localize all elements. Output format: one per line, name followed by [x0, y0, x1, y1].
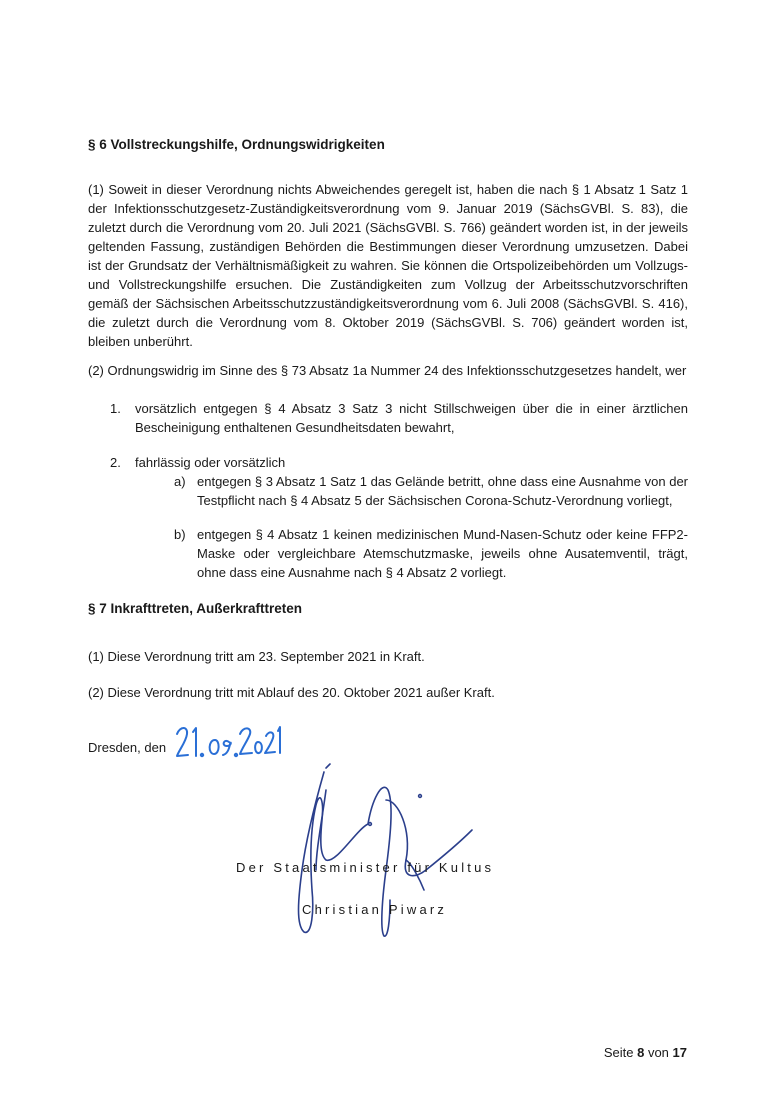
signatory-name: Christian Piwarz	[302, 902, 448, 917]
section-6-paragraph-2-intro: (2) Ordnungswidrig im Sinne des § 73 Absatz 1a Nummer 24 des Infektionsschutzgesetzes handelt, wer	[88, 363, 687, 378]
section-6-paragraph-1: (1) Soweit in dieser Verordnung nichts Abweichendes geregelt ist, haben die nach § 1 Absatz 1 Satz 1 der Infektionsschutzgesetz-Zuständigkeitsverordnung vom 9. Januar 2019 (SächsGVBl. S. 83), die zuletzt durch die Verordnung vom 20. Juli 2021 (SächsGVBl. S. 766) geändert worden ist, in der jeweils geltenden Fassung, zuständigen Behörden die Bestimmungen dieser Verordnung umzusetzen. Dabei ist der Grundsatz der Verhältnismäßigkeit zu wahren. Sie können die Ortspolizeibehörden um Vollzugs- und Vollstreckungshilfe ersuchen. Die Zuständigkeiten zum Vollzug der Arbeitsschutzvorschriften gemäß der Sächsischen Arbeitsschutzzuständigkeitsverordnung vom 6. Juli 2008 (SächsGVBl. S. 416), die zuletzt durch die Verordnung vom 8. Oktober 2019 (SächsGVBl. S. 706) geändert worden ist, bleiben unberührt.	[88, 182, 688, 349]
footer-prefix: Seite	[603, 1045, 634, 1060]
handwritten-date	[174, 722, 284, 762]
signatory-title: Der Staatsminister für Kultus	[236, 860, 495, 875]
signature-place-label: Dresden, den	[88, 740, 167, 755]
list-item-2-text: fahrlässig oder vorsätzlich	[135, 455, 286, 470]
list-item-1-number: 1.	[110, 401, 121, 416]
list-item-2-number: 2.	[110, 455, 121, 470]
list-item-1-text: vorsätzlich entgegen § 4 Absatz 3 Satz 3 nicht Stillschweigen über die in einer ärztlichen Bescheinigung enthaltenen Gesundheitsdaten bewahrt,	[135, 401, 688, 435]
footer-page-number: 8	[637, 1045, 645, 1060]
section-6-heading: § 6 Vollstreckungshilfe, Ordnungswidrigkeiten	[88, 137, 385, 152]
sub-item-b-label: b)	[174, 527, 186, 542]
sub-item-a-label: a)	[174, 474, 186, 489]
page-footer	[604, 1045, 687, 1060]
footer-middle: von	[647, 1045, 669, 1060]
sub-item-b-text: entgegen § 4 Absatz 1 keinen medizinischen Mund-Nasen-Schutz oder keine FFP2-Maske oder vergleichbare Atemschutzmaske, jeweils ohne Ausatemventil, trägt, ohne dass eine Ausnahme nach § 4 Absatz 2 vorliegt.	[197, 527, 688, 580]
section-7-heading: § 7 Inkrafttreten, Außerkrafttreten	[88, 601, 303, 616]
section-7-paragraph-1: (1) Diese Verordnung tritt am 23. September 2021 in Kraft.	[88, 649, 425, 664]
section-7-paragraph-2: (2) Diese Verordnung tritt mit Ablauf des 20. Oktober 2021 außer Kraft.	[88, 685, 495, 700]
footer-total-pages: 17	[672, 1045, 687, 1060]
sub-item-a-text: entgegen § 3 Absatz 1 Satz 1 das Gelände betritt, ohne dass eine Ausnahme von der Testpflicht nach § 4 Absatz 5 der Sächsischen Corona-Schutz-Verordnung vorliegt,	[197, 474, 688, 508]
